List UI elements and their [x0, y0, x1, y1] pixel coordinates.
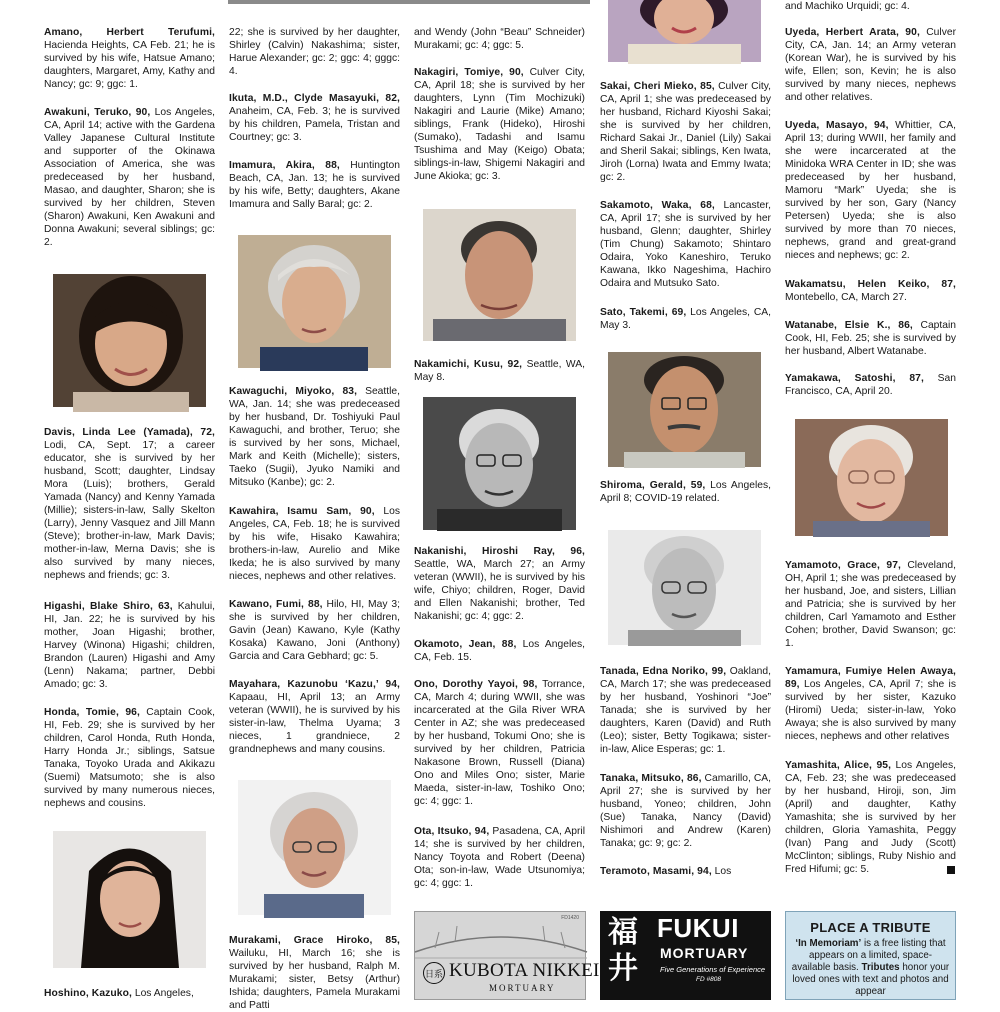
obituary-yamakawa — [785, 372, 956, 398]
portrait-photo-nakamichi — [423, 209, 576, 341]
obituary-name: Uyeda, Herbert Arata, 90, — [785, 27, 920, 38]
obituary-body: Los Angeles, CA, April 7; she is survived by her sister, Kazuko (Hiromi) Ueda; sister-in-law, Yoko Awaya; she is also survived by many nieces, nephews and other relatives — [785, 679, 956, 742]
obituary-name: Honda, Tomie, 96, — [44, 707, 140, 718]
obituary-davis — [44, 426, 215, 582]
portrait-photo-nakanishi — [423, 397, 576, 530]
obituary-body: Lancaster, CA, April 17; she is survived by her husband, Glenn; daughter, Shirley (Tim Chung) Sakamoto; Shintaro Odaira, Yoko Kaneshiro, Teruko Kawana, Ikko Nageshima, Hachiro Odaira and Mutsuko Sato. — [600, 200, 771, 289]
obituary-name: Watanabe, Elsie K., 86, — [785, 320, 913, 331]
obituary-body: Hacienda Heights, CA Feb. 21; he is survived by his wife, Hatsue Amano; daughters, Margaret, Amy, Kathy and Nancy; gc: 9; ggc: 1. — [44, 40, 215, 90]
ad-fine-print: FD1420 — [561, 915, 579, 921]
obituary-name: Kawahira, Isamu Sam, 90, — [229, 506, 375, 517]
obituary-body: Kahului, HI, Jan. 22; he is survived by his mother, Joan Higashi; brother, Harvey (Winona) Higashi; children, Brandon (Lauren) Higashi and Amy (Lenn) Nakama; partner, Debbi Amado; gc: 3. — [44, 601, 215, 690]
obituary-awakuni — [44, 106, 215, 249]
obituary-body: Anaheim, CA, Feb. 3; he is survived by his children, Pamela, Tristan and Courtney; gc: 3. — [229, 106, 400, 143]
obituary-body: and Wendy (John “Beau” Schneider) Murakami; gc: 4; ggc: 5. — [414, 27, 585, 51]
kubota-name: KUBOTA NIKKEI — [449, 960, 600, 981]
obituary-sato — [600, 306, 771, 332]
obituary-ono — [414, 678, 585, 808]
obituary-body: Wailuku, HI, March 16; she is survived by her husband, Ralph M. Murakami; sister, Betsy (Arthur) Ishida; daughters, Pamela Murakami and Patti — [229, 948, 400, 1011]
obituary-body: Seattle, WA, May 8. — [414, 359, 585, 383]
obituary-honda — [44, 706, 215, 810]
portrait-photo-hoshino — [53, 831, 206, 968]
obituary-body: Montebello, CA, March 27. — [785, 292, 907, 303]
obituary-yamamura — [785, 665, 956, 743]
obituary-tanada — [600, 665, 771, 756]
fukui-name: FUKUI — [657, 913, 739, 943]
obituary-continued — [229, 26, 400, 78]
obituary-body: Los Angeles, CA, Feb. 23; she was predeceased by her husband, Hiroji, son, Jim (April) and daughter, Kathy Yamashita; she is survived by her children, Gloria Yamashita, Peggy (Ivan) Pang and Judy (Scott) McClinton; siblings, Ruby Nishio and Fred Hifumi; gc: 5. — [785, 760, 957, 875]
obituary-mayahara — [229, 678, 400, 756]
obituary-name: Awakuni, Teruko, 90, — [44, 107, 151, 118]
obituary-name: Yamashita, Alice, 95, — [785, 760, 892, 771]
obituary-body: Los Angeles, CA, April 14; active with the Gardena Valley Japanese Cultural Institute and supporter of the Okinawa Association of America, she was predeceased by her husband, Masao, and daughter, Sharon; she is survived by her children, Steven (Sharon) Awakuni, Ken Awakuni and Donna Awakuni; several siblings; gc: 2. — [44, 107, 215, 248]
portrait-photo-kawaguchi — [238, 235, 391, 368]
end-of-section-mark — [947, 866, 955, 874]
obituary-name: Sakai, Cheri Mieko, 85, — [600, 81, 715, 92]
obituary-name: Mayahara, Kazunobu ‘Kazu,’ 94, — [229, 679, 400, 690]
fukui-license: FD #808 — [696, 976, 721, 983]
obituary-body: Kapaau, HI, April 13; an Army veteran (WWII), he is survived by his sister-in-law, Thelma Uyama; 3 nieces, 1 grandniece, 2 grandnephews and many cousins. — [229, 692, 400, 755]
obituary-body: Culver City, CA, April 1; she was predeceased by her husband, Richard Kiyoshi Sakai; she is survived by her children, Richard Sakai Jr., Daniel (Lily) Sakai and Sheril Sakai; siblings, Ken Iwata, Jiroh (Lorna) Iwata and Emmy Iwata; gc: 2. — [600, 81, 771, 183]
obituary-ota — [414, 825, 585, 890]
header-rule — [228, 0, 590, 4]
obituary-name: Sato, Takemi, 69, — [600, 307, 687, 318]
obituary-nakagiri — [414, 66, 585, 183]
obituary-uyeda-herbert — [785, 26, 956, 104]
obituary-name: Shiroma, Gerald, 59, — [600, 480, 706, 491]
obituary-tanaka — [600, 772, 771, 850]
obituary-name: Davis, Linda Lee (Yamada), 72, — [44, 427, 215, 438]
obituary-shiroma — [600, 479, 771, 505]
obituary-name: Wakamatsu, Helen Keiko, 87, — [785, 279, 956, 290]
obituary-higashi — [44, 600, 215, 691]
portrait-photo-murakami — [238, 780, 391, 915]
obituary-kawano — [229, 598, 400, 663]
obituary-body: Captain Cook, HI, Feb. 29; she is survived by her children, Carol Honda, Ruth Honda, Harry Honda Jr.; siblings, Satsue Tanaka, Toyoko Urada and Akikazu (Suemi) Matsumoto; she is also survived by many numerous nieces, nephews and cousins. — [44, 707, 215, 809]
obituary-body: Los — [711, 866, 732, 877]
obituary-body: Lodi, CA, Sept. 17; a career educator, she is survived by her husband, Scott; daughter, Lindsay Mora (Luis); brothers, Gerald Yamada (Nancy) and Kenny Yamada (Millie); sisters-in-law, Sally Skelton (Larry), Jenny Vasquez and Jill Mann (Steve); brother-in-law, Mark Davis; mother-in-law, Merna Davis; she is also survived by many nieces, nephews and friends; gc: 3. — [44, 440, 215, 581]
obituary-name: Nakanishi, Hiroshi Ray, 96, — [414, 546, 585, 557]
obituary-body: 22; she is survived by her daughter, Shirley (Calvin) Nakashima; sister, Harue Alexander; gc: 2; ggc: 4; gggc: 4. — [229, 27, 400, 77]
obituary-name: Kawano, Fumi, 88, — [229, 599, 323, 610]
obituary-name: Yamakawa, Satoshi, 87, — [785, 373, 924, 384]
kubota-seal-logo: 日系 — [423, 962, 445, 984]
obituary-kawahira — [229, 505, 400, 583]
obituary-nakanishi — [414, 545, 585, 623]
obituary-continued — [785, 0, 956, 13]
obituary-sakamoto — [600, 199, 771, 290]
obituary-name: Higashi, Blake Shiro, 63, — [44, 601, 173, 612]
obituary-body: Hilo, HI, May 3; she is survived by her children, Gavin (Jean) Kawano, Kyle (Kathy Kosaka) Kawano, Joni (Anthony) Garcia and Cara Gebhard; gc: 5. — [229, 599, 400, 662]
fukui-mortuary-label: MORTUARY — [660, 945, 749, 961]
obituary-name: Tanada, Edna Noriko, 99, — [600, 666, 727, 677]
obituary-body: Whittier, CA, April 13; during WWII, her family and she were incarcerated at the Minidoka WRA Center in ID; she was predeceased by her husband, Mamoru “Mark” Uyeda; she is survived by her son, Gary (Nancy Petersen) Uyeda; she is also survived by more than 70 nieces, nephews, grand and great-grand nieces and nephews; gc: 2. — [785, 120, 956, 261]
fukui-mortuary-ad[interactable] — [600, 911, 771, 1000]
obituary-body: Huntington Beach, CA, Jan. 13; he is survived by his wife, Betty; daughters, Akane Imamura and Sally Baral; gc: 2. — [229, 160, 400, 210]
portrait-photo-yamamoto — [795, 419, 948, 536]
obituary-name: Hoshino, Kazuko, — [44, 988, 132, 999]
obituary-yamamoto-grace — [785, 559, 956, 650]
obituary-continued — [414, 26, 585, 52]
obituary-name: Yamamoto, Grace, 97, — [785, 560, 901, 571]
obituary-name: Ikuta, M.D., Clyde Masayuki, 82, — [229, 93, 400, 104]
obituary-body: Seattle, WA, March 27; an Army veteran (WWII), he is survived by his wife, Chiyo; children, Roger, David and Ellen Nakanishi; brother, Ted Nakanishi; gc: 4; ggc: 2. — [414, 559, 585, 622]
obituary-body: Camarillo, CA, April 27; she is survived by her husband, Yoneo; children, John (Sue) Tanaka, Nancy (David) Nishimori and Andrew (Karen) Tanaka; gc: 9; gc: 2. — [600, 773, 771, 849]
obituary-name: Tanaka, Mitsuko, 86, — [600, 773, 702, 784]
obituary-body: and Machiko Urquidi; gc: 4. — [785, 1, 910, 12]
obituary-name: Amano, Herbert Terufumi, — [44, 27, 215, 38]
kubota-nikkei-mortuary-ad[interactable] — [414, 911, 600, 1000]
obituary-body: Pasadena, CA, April 14; she is survived by her children, Nancy Toyota and Robert (Deena) Ota; son-in-law, Wade Utsunomiya; gc: 4; ggc: 1. — [414, 826, 585, 889]
obituary-name: Uyeda, Masayo, 94, — [785, 120, 889, 131]
obituary-okamoto — [414, 638, 585, 664]
obituary-amano — [44, 26, 215, 91]
fukui-kanji-logo: 福 井 — [608, 915, 638, 986]
obituary-name: Imamura, Akira, 88, — [229, 160, 340, 171]
obituary-name: Kawaguchi, Miyoko, 83, — [229, 386, 358, 397]
obituary-ikuta — [229, 92, 400, 144]
obituary-sakai — [600, 80, 771, 184]
obituary-imamura — [229, 159, 400, 211]
obituary-body: Torrance, CA, March 4; during WWII, she was incarcerated at the Gila River WRA Center in AZ; she was predeceased by her husband, Tokumi Ono; she is survived by her children, Patricia Nakasone Brown, Russell (Diana) Ono and Miles Ono; sister, Marie Maeda, sister-in-law, Toshiko Ono; gc: 4; ggc: 1. — [414, 679, 585, 807]
obituary-nakamichi — [414, 358, 585, 384]
obituary-name: Ota, Itsuko, 94, — [414, 826, 490, 837]
portrait-photo-davis — [53, 274, 206, 407]
obituary-body: Seattle, WA, Jan. 14; she was predeceased by her husband, Dr. Toshiyuki Paul Kawaguchi, and brother, Teruo; she is survived by her sons, Michael, Mark and Keith (Michelle); sisters, Taeko (Sugii), Jyuko Namiki and Mitsuko (Kanbe); gc: 2. — [229, 386, 400, 488]
obituary-body: San Francisco, CA, April 20. — [785, 373, 957, 397]
obituary-kawaguchi — [229, 385, 400, 489]
kubota-mortuary-label: MORTUARY — [489, 983, 556, 993]
obituary-body: Los Angeles, April 8; COVID-19 related. — [600, 480, 771, 504]
obituary-hoshino — [44, 987, 215, 1000]
portrait-photo-sakai — [608, 0, 761, 62]
obituary-body: Culver City, CA, April 18; she is survived by her daughters, Lynn (Tim Mochizuki) Nakagiri and Laurie (Mike) Amano; siblings, Frank (Hideko), Hiroshi (Sumako), Tadashi and Isamu Tsushima and May (Keigo) Obata; siblings-in-law, Shigemi Nakagiri and June Akioka; gc: 3. — [414, 67, 585, 182]
obituary-uyeda-masayo — [785, 119, 956, 262]
obituary-watanabe — [785, 319, 956, 358]
obituary-name: Nakamichi, Kusu, 92, — [414, 359, 523, 370]
portrait-photo-shiroma — [608, 352, 761, 467]
obituary-body: Captain Cook, HI, Feb. 25; she is survived by her husband, Albert Watanabe. — [785, 320, 956, 357]
obituary-yamashita — [785, 759, 956, 876]
obituary-wakamatsu — [785, 278, 956, 304]
obituary-name: Okamoto, Jean, 88, — [414, 639, 517, 650]
obituary-body: Los Angeles, CA, May 3. — [600, 307, 771, 331]
obituary-name: Ono, Dorothy Yayoi, 98, — [414, 679, 538, 690]
obituary-name: Murakami, Grace Hiroko, 85, — [229, 935, 400, 946]
obituary-body: Los Angeles, CA, Feb. 15. — [414, 639, 586, 663]
obituary-name: Nakagiri, Tomiye, 90, — [414, 67, 524, 78]
obituary-body: Culver City, CA, Jan. 14; an Army veteran (Korean War), he is survived by his wife, Ellen; son, Kevin; he is also survived by many nieces, nephews and other relatives. — [785, 27, 956, 103]
obituary-body: Los Angeles, CA, Feb. 18; he is survived by his wife, Hisako Kawahira; brothers-in-law, Aurelio and Mike Ikeda; he is also survived by many nieces, nephews and other relatives. — [229, 506, 401, 582]
tribute-body: ‘In Memoriam’ is a free listing that appears on a limited, space-available basis. Tributes honor your loved ones with text and photos and appear — [791, 938, 950, 997]
obituary-teramoto — [600, 865, 771, 878]
obituary-name: Yamamura, Fumiye Helen Awaya, 89, — [785, 666, 956, 690]
tribute-title: PLACE A TRIBUTE — [810, 920, 931, 935]
obituary-body: Oakland, CA, March 17; she was predeceased by her husband, Yoshinori “Joe” Tanada; she is survived by her daughters, Karen (David) and Ruth (Leo); sister, Betty Togikawa; sister-in-law, Alice Esperas; gc: 1. — [600, 666, 771, 755]
obituary-murakami — [229, 934, 400, 1012]
obituary-name: Sakamoto, Waka, 68, — [600, 200, 715, 211]
fukui-tagline: Five Generations of Experience — [660, 965, 766, 974]
portrait-photo-tanada — [608, 530, 761, 645]
place-a-tribute-ad[interactable] — [785, 911, 956, 1000]
obituary-name: Teramoto, Masami, 94, — [600, 866, 712, 877]
obituary-body: Cleveland, OH, April 1; she was predeceased by her husband, Joe, and sisters, Lillian and Patricia; she is survived by her children, Carl Yamamoto and Esther Cohen; brother, David Swanson; gc: 1. — [785, 560, 956, 649]
obituary-body: Los Angeles, — [131, 988, 194, 999]
